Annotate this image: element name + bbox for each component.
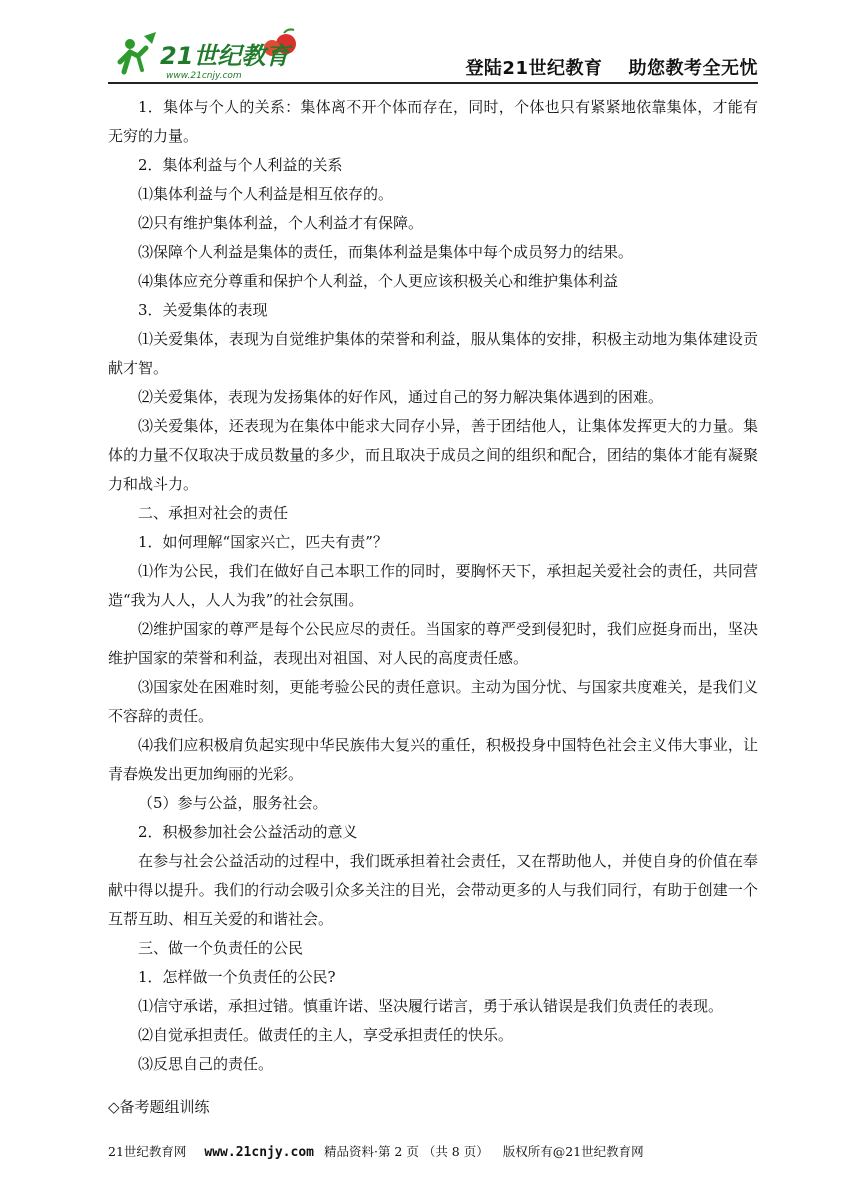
paragraph: ⑴集体利益与个人利益是相互依存的。 [138,185,394,203]
paragraph: 三、做一个负责任的公民 [138,939,304,957]
running-figure-icon [120,32,156,72]
section-heading: ◇备考题组训练 [108,1098,210,1116]
header-slogan [465,54,758,80]
paragraph: ⑷我们应积极肩负起实现中华民族伟大复兴的重任，积极投身中国特色社会主义伟大事业，让青春焕发出更加绚丽的光彩。 [108,736,758,783]
paragraph: 1．如何理解“国家兴亡，匹夫有责”？ [138,533,388,551]
paragraph: ⑶反思自己的责任。 [138,1055,274,1073]
paragraph: ⑴作为公民，我们在做好自己本职工作的同时，要胸怀天下，承担起关爱社会的责任，共同营造“我为人人，人人为我”的社会氛围。 [108,562,758,609]
paragraph: ⑵只有维护集体利益，个人利益才有保障。 [138,214,424,232]
slogan-right: 助您教考全无忧 [628,58,758,79]
paragraph: ⑶保障个人利益是集体的责任，而集体利益是集体中每个成员努力的结果。 [138,243,634,261]
paragraph: ⑴信守承诺，承担过错。慎重许诺、坚决履行诺言，勇于承认错误是我们负责任的表现。 [138,997,724,1015]
paragraph: （5）参与公益，服务社会。 [138,794,328,812]
slogan-left: 登陆21世纪教育 [465,58,603,79]
paragraph: 2．集体利益与个人利益的关系 [138,156,343,174]
paragraph: ⑷集体应充分尊重和保护个人利益，个人更应该积极关心和维护集体利益 [138,272,619,290]
paragraph: ⑶国家处在困难时刻，更能考验公民的责任意识。主动为国分忧、与国家共度难关，是我们义不容辞的责任。 [108,678,758,725]
footer-site: 21世纪教育网 [108,1144,187,1159]
paragraph: ⑶关爱集体，还表现为在集体中能求大同存小异，善于团结他人，让集体发挥更大的力量。集体的力量不仅取决于成员数量的多少，而且取决于成员之间的组织和配合，团结的集体才能有凝聚力和战斗力。 [108,417,758,493]
paragraph: 1．集体与个人的关系：集体离不开个体而存在，同时，个体也只有紧紧地依靠集体，才能有无穷的力量。 [108,98,758,145]
paragraph: 二、承担对社会的责任 [138,504,289,522]
paragraph: ⑵自觉承担责任。做责任的主人，享受承担责任的快乐。 [138,1026,514,1044]
logo-21cnjy [108,22,308,82]
page-footer [108,1142,768,1160]
logo-url: www.21cnjy.com [166,71,242,81]
paragraph: 1．怎样做一个负责任的公民? [138,968,336,986]
paragraph: 3．关爱集体的表现 [138,301,268,319]
footer-url: www.21cnjy.com [204,1145,314,1160]
footer-copyright: 版权所有@21世纪教育网 [502,1144,644,1159]
logo-text: 21世纪教育 [160,42,290,70]
page-header [108,22,758,84]
paragraph: ⑵维护国家的尊严是每个公民应尽的责任。当国家的尊严受到侵犯时，我们应挺身而出，坚决维护国家的荣誉和利益，表现出对祖国、对人民的高度责任感。 [108,620,758,667]
paragraph: ⑵关爱集体，表现为发扬集体的好作风，通过自己的努力解决集体遇到的困难。 [138,388,664,406]
footer-page-info: 精品资料·第 2 页 （共 8 页） [323,1144,489,1159]
header-divider [108,82,758,84]
document-body [108,93,758,1122]
paragraph: 2．积极参加社会公益活动的意义 [138,823,358,841]
paragraph: ⑴关爱集体，表现为自觉维护集体的荣誉和利益，服从集体的安排，积极主动地为集体建设贡献才智。 [108,330,758,377]
paragraph: 在参与社会公益活动的过程中，我们既承担着社会责任，又在帮助他人，并使自身的价值在奉献中得以提升。我们的行动会吸引众多关注的目光，会带动更多的人与我们同行，有助于创建一个互帮互助、相互关爱的和谐社会。 [108,852,758,928]
